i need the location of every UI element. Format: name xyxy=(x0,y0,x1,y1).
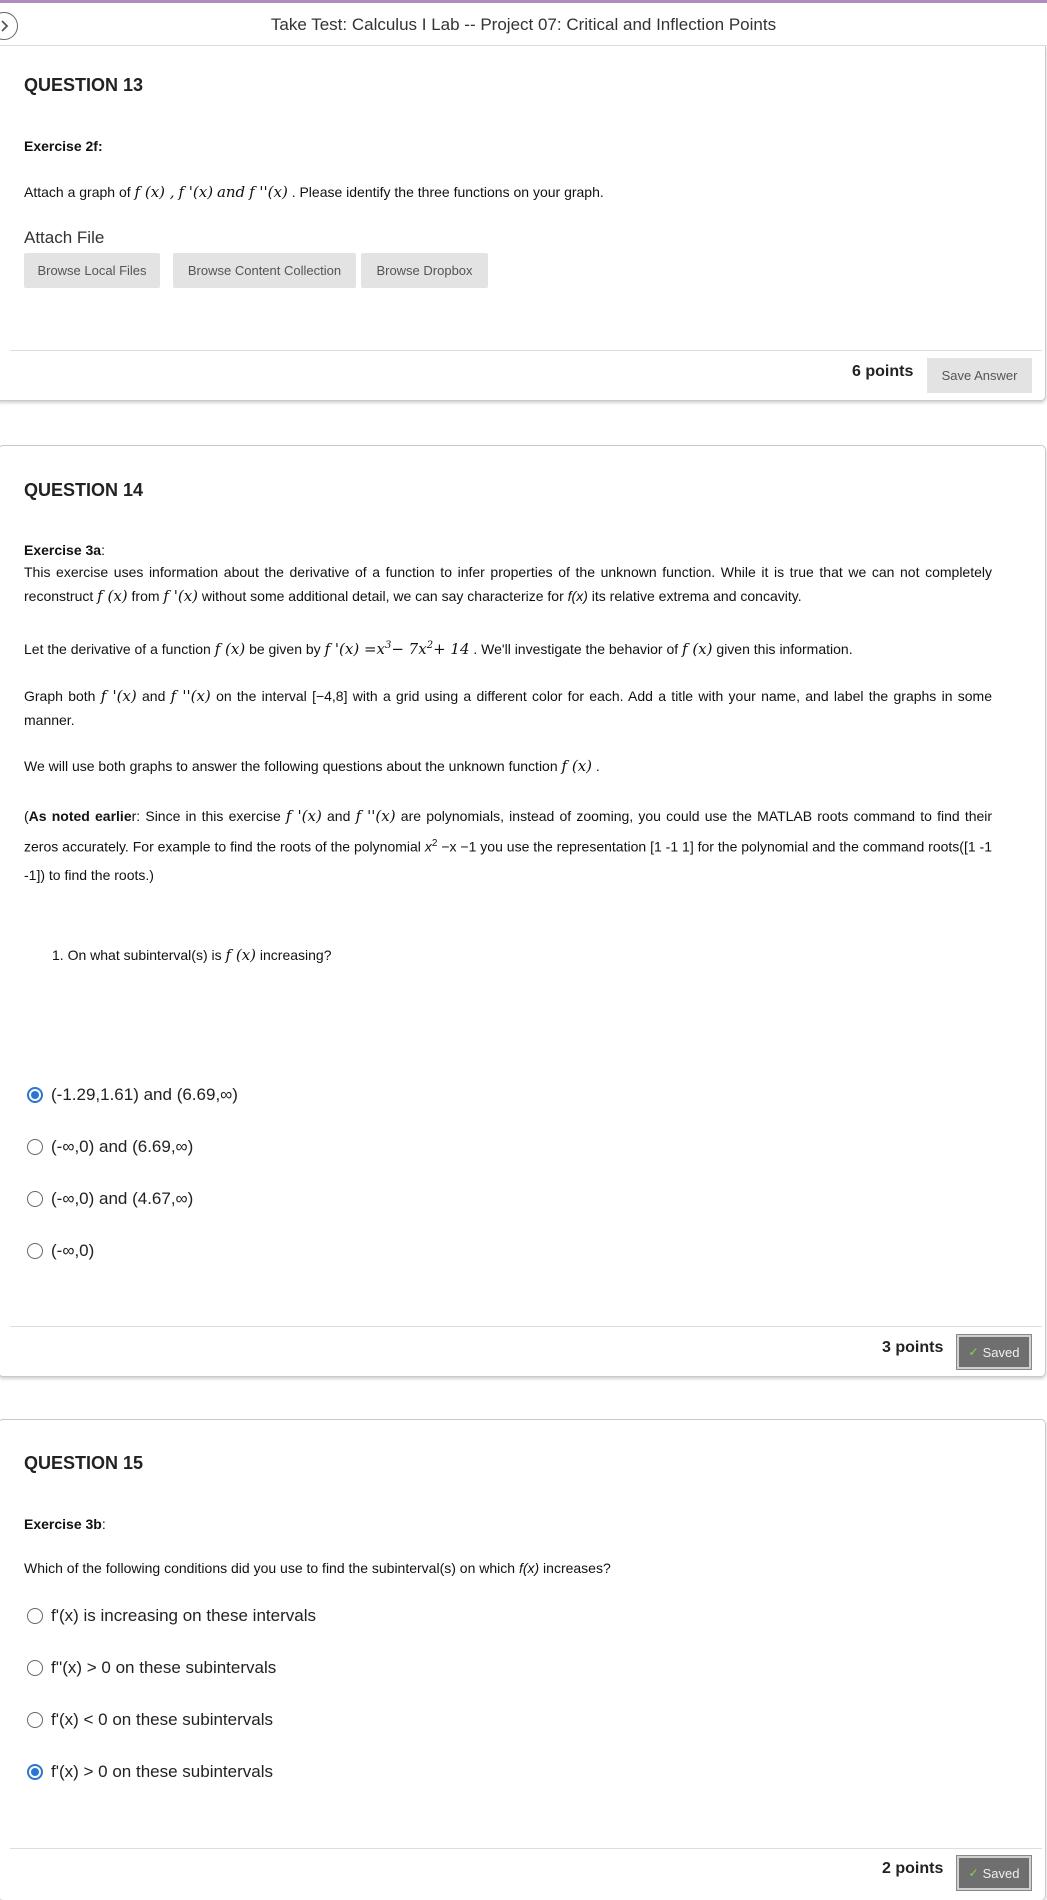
browse-local-files-button[interactable]: Browse Local Files xyxy=(24,253,160,288)
radio-button[interactable] xyxy=(27,1243,43,1259)
answer-option[interactable]: f'(x) < 0 on these subintervals xyxy=(27,1707,273,1733)
answer-option[interactable]: f''(x) > 0 on these subintervals xyxy=(27,1655,276,1681)
radio-button-selected[interactable] xyxy=(27,1087,43,1103)
paragraph-derivative: Let the derivative of a function f (x) be given by f '$(x) =x^3- 7x^2+ 14$ . We'll investigate the behavior of f (x) given this information. xyxy=(24,640,853,658)
page-title: Take Test: Calculus I Lab -- Project 07: Critical and Inflection Points xyxy=(270,15,777,34)
browse-content-collection-button[interactable]: Browse Content Collection xyxy=(173,253,356,288)
paragraph-intro: This exercise uses information about the derivative of a function to infer properties of the unknown function. While it is true that we can not completely reconstruct f (x) from f '(x) without some additional detail, we can say characterize for f(x) its relative extrema and concavity. xyxy=(24,564,992,605)
question-title: QUESTION 15 xyxy=(24,1453,144,1473)
answer-option[interactable]: (-∞,0) xyxy=(27,1238,94,1264)
browse-dropbox-button[interactable]: Browse Dropbox xyxy=(361,253,488,288)
paragraph-use-graphs: We will use both graphs to answer the following questions about the unknown function f (x) . xyxy=(24,757,600,775)
save-answer-button[interactable]: Save Answer xyxy=(927,358,1032,393)
exercise-label: Exercise 3b: xyxy=(24,1516,106,1532)
question-prompt: Which of the following conditions did you use to find the subinterval(s) on which f(x) increases? xyxy=(24,1560,611,1576)
question-prompt: Attach a graph of f (x) , f '(x) and f ''(x) . Please identify the three functions on your graph. xyxy=(24,183,604,201)
paragraph-graph-instructions: Graph both f '(x) and f ''(x) on the interval [−4,8] with a grid using a different color for each. Add a title with your name, and label the graphs in some manner. xyxy=(24,687,992,728)
radio-button-selected[interactable] xyxy=(27,1764,43,1780)
question-title: QUESTION 13 xyxy=(24,75,144,95)
divider xyxy=(10,1326,1042,1327)
answer-option[interactable]: (-∞,0) and (4.67,∞) xyxy=(27,1186,193,1212)
answer-option[interactable]: f'(x) > 0 on these subintervals xyxy=(27,1759,273,1785)
check-icon: ✓ xyxy=(968,1866,979,1880)
page-header xyxy=(0,3,1047,46)
question-13-card xyxy=(0,46,1046,401)
saved-button[interactable]: ✓ Saved xyxy=(957,1856,1031,1890)
divider xyxy=(10,350,1042,351)
exercise-label: Exercise 3a: xyxy=(24,542,105,558)
radio-button[interactable] xyxy=(27,1139,43,1155)
check-icon: ✓ xyxy=(968,1345,979,1359)
radio-button[interactable] xyxy=(27,1608,43,1624)
paragraph-matlab-note: (As noted earlier: Since in this exercise f '(x) and f ''(x) are polynomials, instead of zooming, you could use the MATLAB roots command to find their zeros accurately. For example to find the roots of the polynomial $x^2 -x -1$ you use the representation [1 -1 1] for the polynomial and the command roots([1 -1 -1]) to find the roots.) xyxy=(24,807,993,883)
points-label: 2 points xyxy=(882,1860,944,1877)
saved-button[interactable]: ✓ Saved xyxy=(957,1335,1031,1369)
sub-question: 1. On what subinterval(s) is f (x) increasing? xyxy=(52,946,332,964)
radio-button[interactable] xyxy=(27,1191,43,1207)
question-15-card xyxy=(0,1419,1046,1900)
exercise-label: Exercise 2f: xyxy=(24,138,103,154)
points-label: 3 points xyxy=(882,1339,944,1356)
answer-option[interactable]: f'(x) is increasing on these intervals xyxy=(27,1603,316,1629)
answer-option[interactable]: (-1.29,1.61) and (6.69,∞) xyxy=(27,1082,238,1108)
question-title: QUESTION 14 xyxy=(24,480,144,500)
radio-button[interactable] xyxy=(27,1712,43,1728)
question-14-card xyxy=(0,445,1046,1377)
radio-button[interactable] xyxy=(27,1660,43,1676)
divider xyxy=(10,1848,1042,1849)
points-label: 6 points xyxy=(852,363,914,380)
answer-option[interactable]: (-∞,0) and (6.69,∞) xyxy=(27,1134,193,1160)
attach-file-label: Attach File xyxy=(24,228,105,247)
